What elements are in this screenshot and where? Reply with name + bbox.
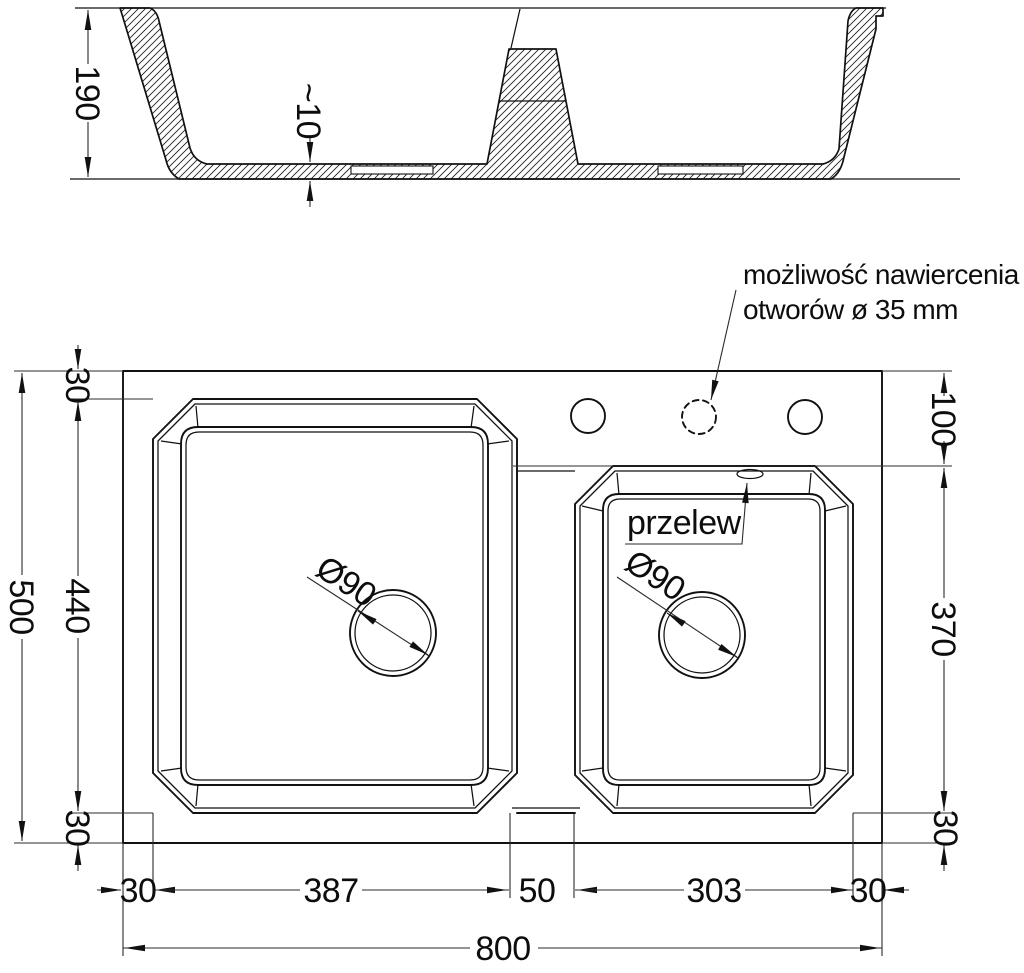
left-bowl-height-label: 440 (58, 578, 96, 634)
faucet-hole-optional-dashed (682, 400, 716, 434)
section-material-hatched (120, 8, 883, 179)
drill-note (711, 259, 1020, 400)
overflow (625, 470, 763, 545)
left-margin-label: 30 (119, 872, 157, 910)
section-view (68, 8, 960, 207)
dimension-top-margin-30 (58, 345, 96, 403)
note-line-1: możliwość nawiercenia (743, 259, 1019, 290)
bottom-margin-left-label: 30 (58, 809, 96, 847)
note-line-2: otworów ø 35 mm (743, 294, 958, 325)
right-drain-recess (658, 166, 743, 174)
dimension-left-bowl-height-440 (58, 401, 96, 811)
faucet-holes (571, 399, 822, 434)
dimension-deck-height-100 (924, 373, 962, 464)
total-height-label: 500 (2, 579, 40, 635)
divider-back-edge (511, 9, 520, 48)
dimension-bottom-margin-left-30 (58, 810, 96, 871)
base-thickness-label: ~10 (289, 82, 327, 140)
dimension-bottom-chain (97, 872, 909, 910)
left-bowl-width-label: 387 (303, 872, 359, 910)
deck-height-label: 100 (924, 391, 962, 447)
depth-dim-label: 190 (68, 65, 106, 121)
right-bowl-width-label: 303 (686, 872, 742, 910)
top-margin-label: 30 (58, 366, 96, 404)
bottom-margin-right-label: 30 (926, 809, 964, 847)
left-bowl-corner-bevels (161, 406, 509, 806)
dimension-depth-190 (68, 10, 106, 177)
right-margin-label: 30 (849, 872, 887, 910)
left-drain-dim-label: Ø90 (309, 548, 383, 615)
left-drain (307, 549, 436, 676)
left-bowl (153, 399, 517, 813)
faucet-hole-left (571, 399, 605, 433)
faucet-hole-right (788, 400, 822, 434)
dimension-total-width-800 (123, 930, 882, 968)
center-gap-label: 50 (518, 872, 556, 910)
dimension-bottom-margin-right-30 (926, 810, 964, 871)
right-drain (617, 543, 745, 678)
overflow-label: przelew (627, 504, 741, 542)
right-drain-dim-label: Ø90 (618, 542, 692, 609)
divider-deck-lines (512, 471, 580, 813)
dimension-total-height-500 (2, 373, 40, 841)
dimension-right-bowl-height-370 (924, 468, 962, 811)
right-bowl-height-label: 370 (924, 601, 962, 657)
plan-view (2, 345, 964, 968)
total-width-label: 800 (475, 930, 531, 968)
dimension-base-thickness (289, 83, 327, 207)
note-leader-line (711, 290, 736, 400)
left-drain-recess (351, 166, 433, 174)
